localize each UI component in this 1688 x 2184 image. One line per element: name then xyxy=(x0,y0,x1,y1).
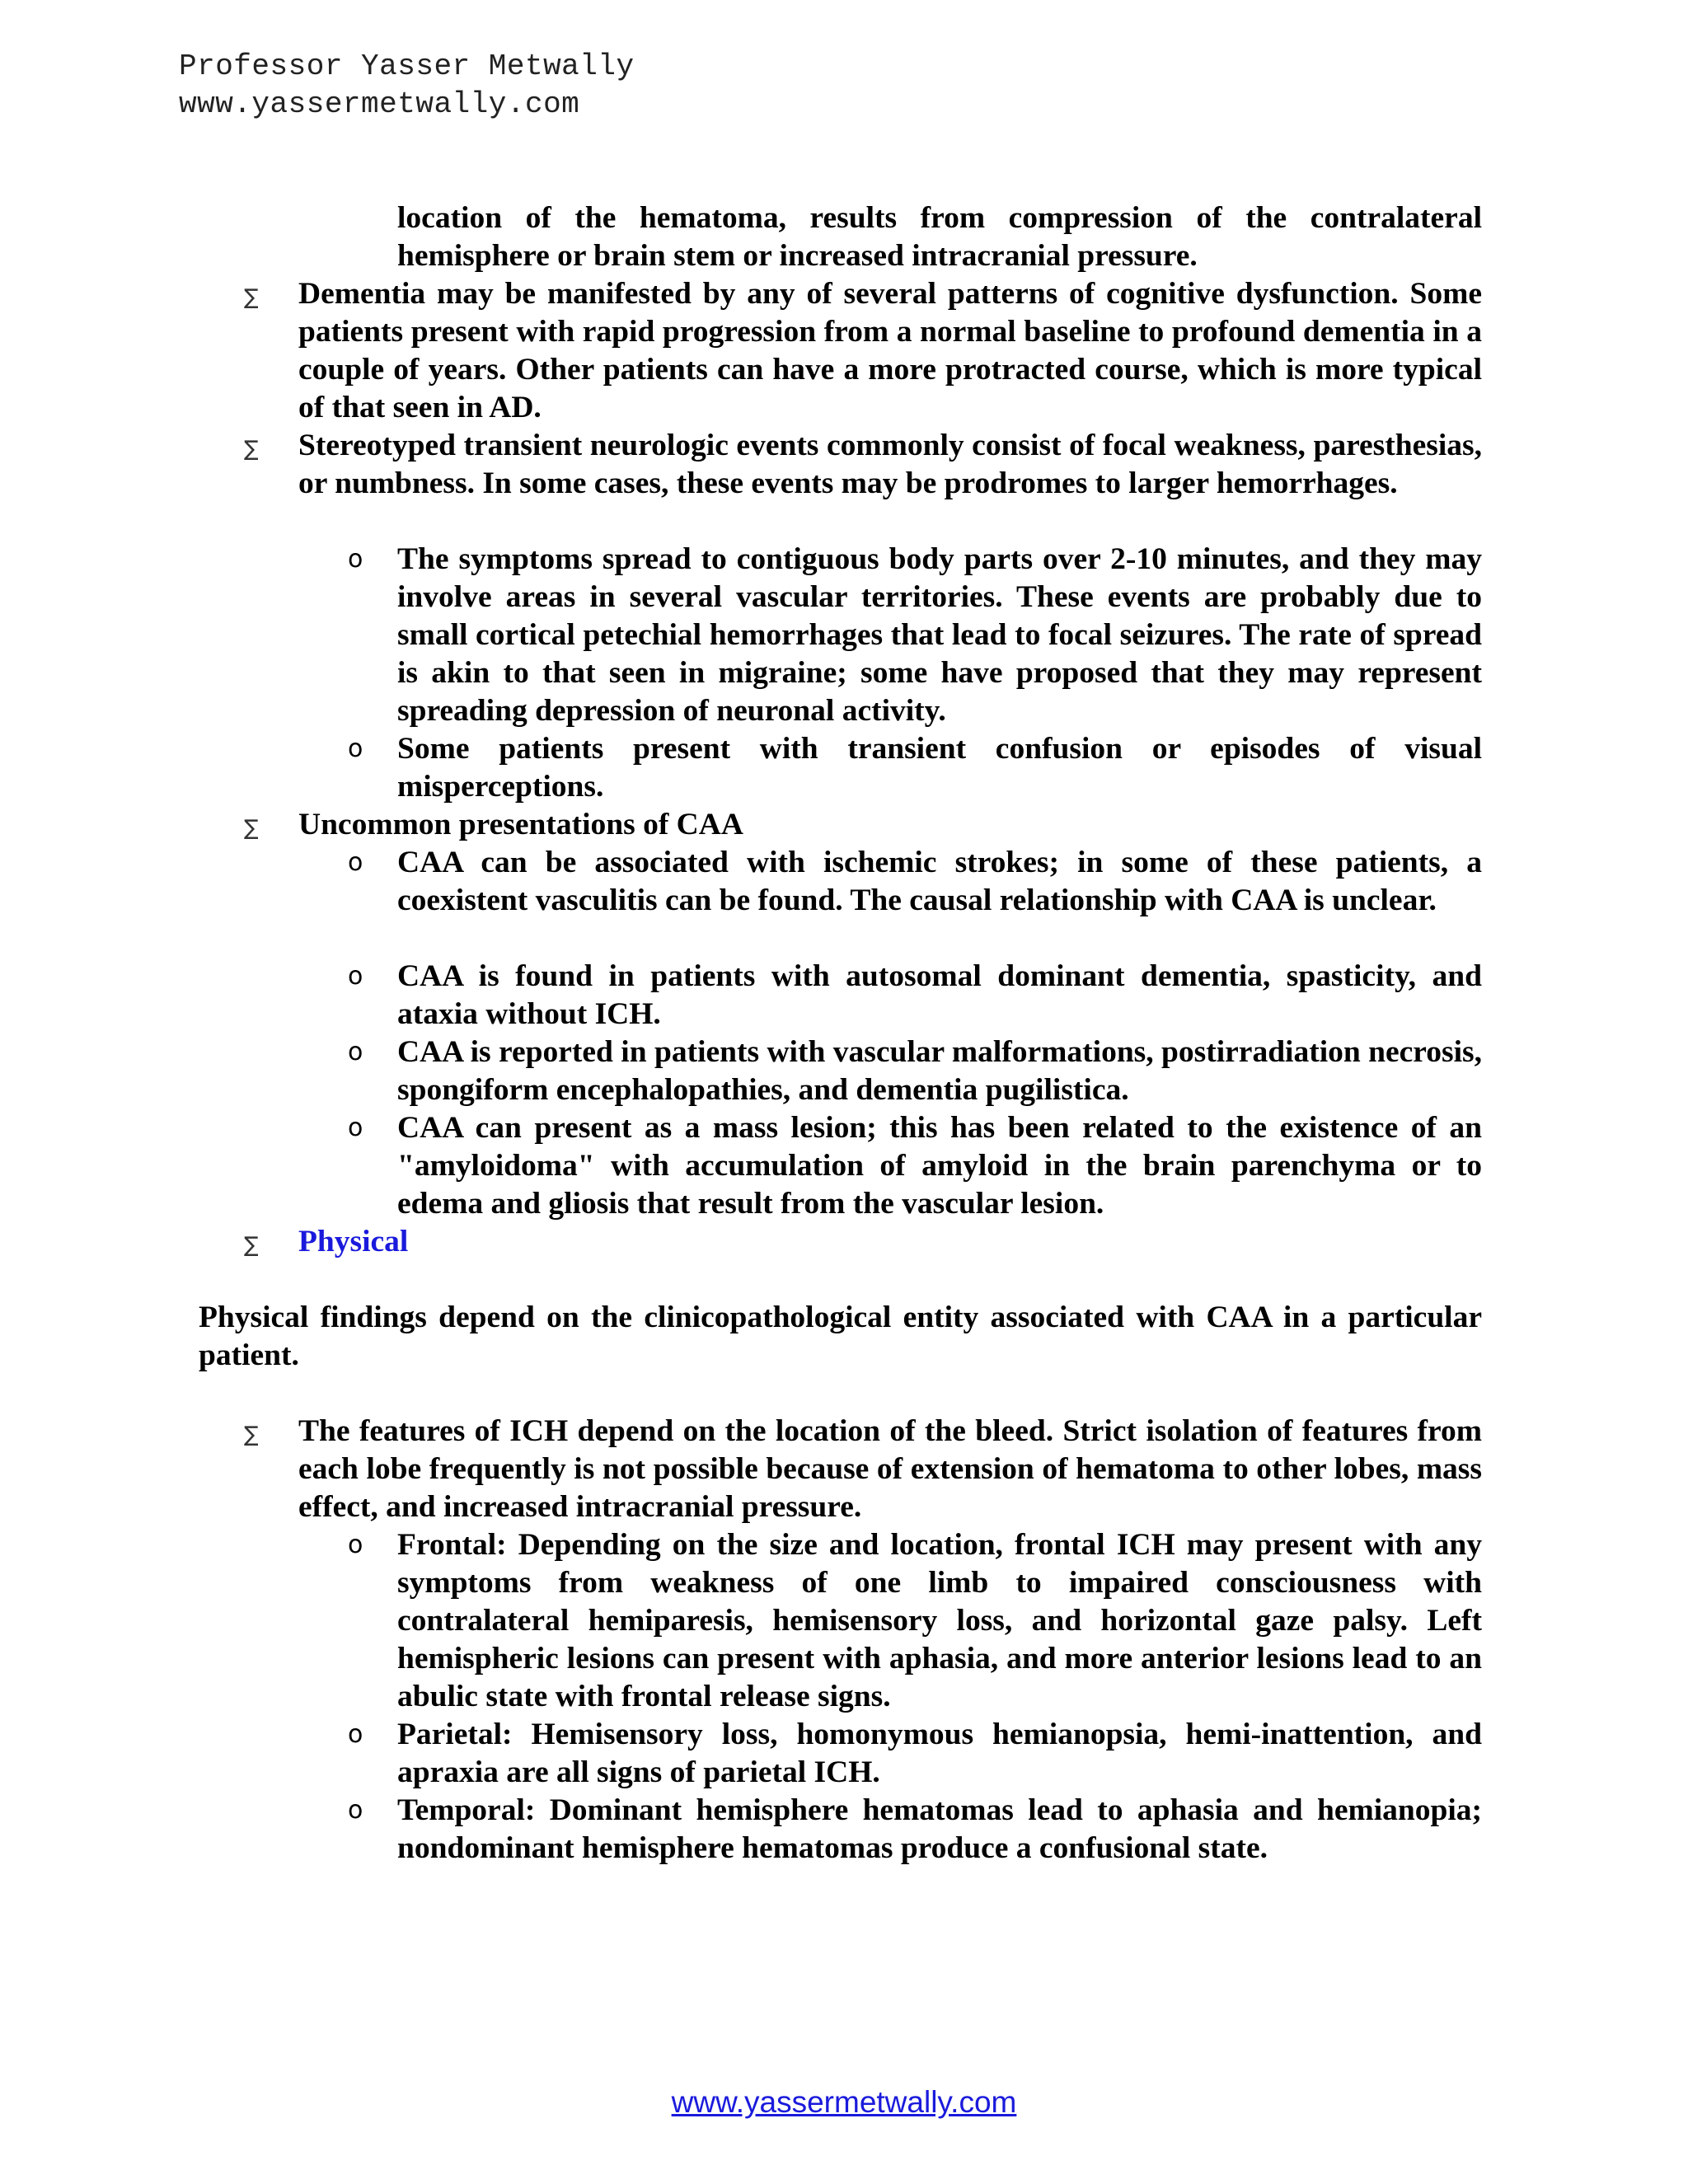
circle-bullet-icon: o xyxy=(348,1038,363,1066)
circle-bullet-icon: o xyxy=(348,962,363,991)
author-name: Professor Yasser Metwally xyxy=(179,49,635,83)
sigma-bullet-icon: ∑ xyxy=(244,285,259,310)
physical-section-heading: Physical xyxy=(298,1225,409,1258)
circle-bullet-icon: o xyxy=(348,1113,363,1142)
sub-item-transient-confusion: Some patients present with transient confusion or episodes of visual misperceptions. xyxy=(397,732,1482,804)
footer-site-link[interactable]: www.yassermetwally.com xyxy=(671,2085,1017,2119)
sub-item-parietal: Parietal: Hemisensory loss, homonymous hemianopsia, hemi-inattention, and apraxia are all signs of parietal ICH. xyxy=(397,1718,1482,1789)
sub-item-mass-lesion: CAA can present as a mass lesion; this has been related to the existence of an "amyloidoma" with accumulation of amyloid in the brain parenchyma or to edema and gliosis that result from the vascular lesion. xyxy=(397,1111,1482,1221)
circle-bullet-icon: o xyxy=(348,1530,363,1559)
sub-item-frontal: Frontal: Depending on the size and location, frontal ICH may present with any symptoms from weakness of one limb to impaired consciousness with contralateral hemiparesis, hemisensory loss, and horizontal gaze palsy. Left hemispheric lesions can present with aphasia, and more anterior lesions lead to an abulic state with frontal release signs. xyxy=(397,1528,1482,1713)
sub-item-vascular-malformations: CAA is reported in patients with vascular malformations, postirradiation necrosis, spongiform encephalopathies, and dementia pugilistica. xyxy=(397,1035,1482,1107)
circle-bullet-icon: o xyxy=(348,848,363,877)
header-site-url: www.yassermetwally.com xyxy=(179,87,580,121)
continuation-paragraph: location of the hematoma, results from compression of the contralateral hemisphere or brain stem or increased intracranial pressure. xyxy=(397,201,1482,273)
bullet-transient-events: Stereotyped transient neurologic events commonly consist of focal weakness, paresthesias, or numbness. In some cases, these events may be prodromes to larger hemorrhages. xyxy=(298,429,1482,500)
circle-bullet-icon: o xyxy=(348,1720,363,1749)
sigma-bullet-icon: ∑ xyxy=(244,816,259,841)
page-header xyxy=(179,48,635,124)
sigma-bullet-icon: ∑ xyxy=(244,1422,259,1447)
circle-bullet-icon: o xyxy=(348,1796,363,1825)
bullet-dementia: Dementia may be manifested by any of several patterns of cognitive dysfunction. Some patients present with rapid progression from a normal baseline to profound dementia in a couple of years. Other patients can have a more protracted course, which is more typical of that seen in AD. xyxy=(298,277,1482,424)
physical-findings-paragraph: Physical findings depend on the clinicopathological entity associated with CAA in a particular patient. xyxy=(199,1301,1482,1372)
sub-item-symptom-spread: The symptoms spread to contiguous body parts over 2-10 minutes, and they may involve areas in several vascular territories. These events are probably due to small cortical petechial hemorrhages that lead to focal seizures. The rate of spread is akin to that seen in migraine; some have proposed that they may represent spreading depression of neuronal activity. xyxy=(397,542,1482,728)
sub-item-ischemic-strokes: CAA can be associated with ischemic strokes; in some of these patients, a coexistent vasculitis can be found. The causal relationship with CAA is unclear. xyxy=(397,846,1482,917)
sub-item-temporal: Temporal: Dominant hemisphere hematomas lead to aphasia and hemianopia; nondominant hemisphere hematomas produce a confusional state. xyxy=(397,1793,1482,1865)
circle-bullet-icon: o xyxy=(348,545,363,574)
circle-bullet-icon: o xyxy=(348,734,363,763)
bullet-ich-features: The features of ICH depend on the location of the bleed. Strict isolation of features from each lobe frequently is not possible because of extension of hematoma to other lobes, mass effect, and increased intracranial pressure. xyxy=(298,1414,1482,1524)
uncommon-presentations-heading: Uncommon presentations of CAA xyxy=(298,808,743,841)
sigma-bullet-icon: ∑ xyxy=(244,1233,259,1258)
page-footer xyxy=(0,2083,1688,2121)
sub-item-autosomal-dominant: CAA is found in patients with autosomal dominant dementia, spasticity, and ataxia without ICH. xyxy=(397,959,1482,1031)
sigma-bullet-icon: ∑ xyxy=(244,437,259,462)
